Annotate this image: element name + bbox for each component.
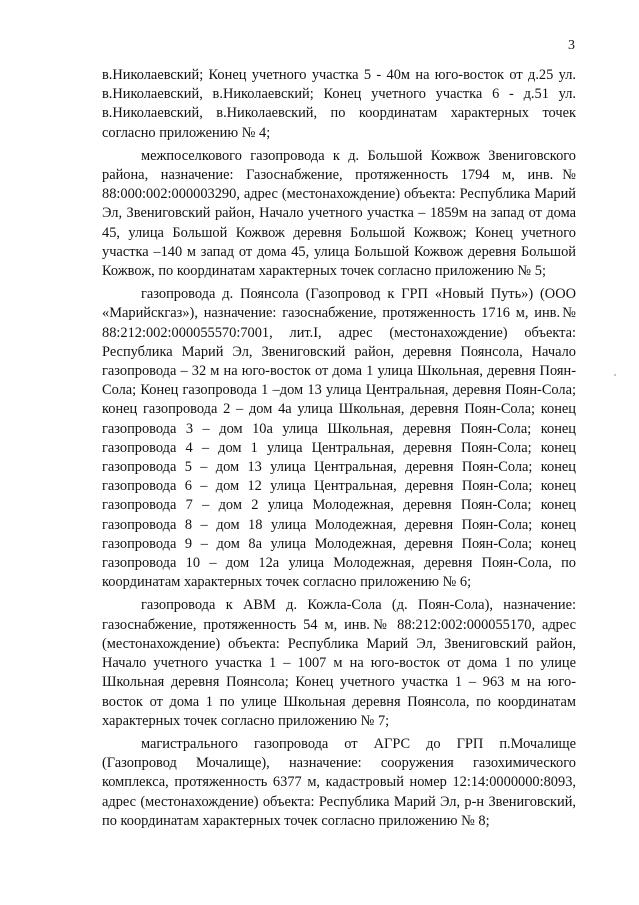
scan-speck xyxy=(614,374,616,376)
paragraph-mochalishche-pipeline: магистрального газопровода от АГРС до ГРП п.Мочалище (Газопровод Мочалище), назначение: сооружения газохимического комплекса, протяженность 6377 м, кадастровый номер 12:14:0000000:8093, адрес (местонахождение) объекта: Республика Марий Эл, р-н Звениговский, по координатам характерных точек согласно приложению № 8; xyxy=(102,735,576,829)
document-body xyxy=(102,66,576,831)
page-number: 3 xyxy=(568,38,575,53)
paragraph-poyansola-pipeline: газопровода д. Поянсола (Газопровод к ГРП «Новый Путь») (ООО «Марийскгаз»), назначение: газоснабжение, протяженность 1716 м, инв.№ 88:212:002:000055570:7001, лит.I, адрес (местонахождение) объекта: Республика Марий Эл, Звениговский район, деревня Поянсола, Начало газопровода – 32 м на юго-восток от дома 1 улица Школьная, деревня Поян-Сола; Конец газопровода 1 –дом 13 улица Центральная, деревня Поян-Сола; конец газопровода 2 – дом 4а улица Школьная, деревня Поян-Сола; конец газопровода 3 – дом 10а улица Школьная, деревня Поян-Сола; конец газопровода 4 – дом 1 улица Центральная, деревня Поян-Сола; конец газопровода 5 – дом 13 улица Центральная, деревня Поян-Сола; конец газопровода 6 – дом 12 улица Центральная, деревня Поян-Сола; конец газопровода 7 – дом 2 улица Молодежная, деревня Поян-Сола; конец газопровода 8 – дом 18 улица Молодежная, деревня Поян-Сола; конец газопровода 9 – дом 8а улица Молодежная, деревня Поян-Сола; конец газопровода 10 – дом 12а улица Молодежная, деревня Поян-Сола, по координатам характерных точек согласно приложению № 6; xyxy=(102,286,576,591)
paragraph-kozhvozh-pipeline: межпоселкового газопровода к д. Большой Кожвож Звениговского района, назначение: Газоснабжение, протяженность 1794 м, инв.№ 88:000:002:000003290, адрес (местонахождение) объекта: Республика Марий Эл, Звениговский район, Начало учетного участка – 1859м на запад от дома 45, улица Большой Кожвож деревня Большой Кожвож; Конец учетного участка –140 м запад от дома 45, улица Большой Кожвож деревня Большой Кожвож, по координатам характерных точек согласно приложению № 5; xyxy=(102,147,576,280)
paragraph-kozhla-sola-pipeline: газопровода к АВМ д. Кожла-Сола (д. Поян-Сола), назначение: газоснабжение, протяженность 54 м, инв.№ 88:212:002:000055170, адрес (местонахождение) объекта: Республика Марий Эл, Звениговский район, Начало учетного участка 1 – 1007 м на юго-восток от дома 1 по улице Школьная деревня Поянсола; Конец учетного участка 1 – 963 м на юго-восток от дома 1 по улице Школьная деревня Поянсола, по координатам характерных точек согласно приложению № 7; xyxy=(102,597,576,729)
paragraph-continuation: в.Николаевский; Конец учетного участка 5 - 40м на юго-восток от д.25 ул. в.Николаевский, в.Николаевский; Конец учетного участка 6 - д.51 ул. в.Николаевский, в.Николаевский, по координатам характерных точек согласно приложению № 4; xyxy=(102,67,576,141)
